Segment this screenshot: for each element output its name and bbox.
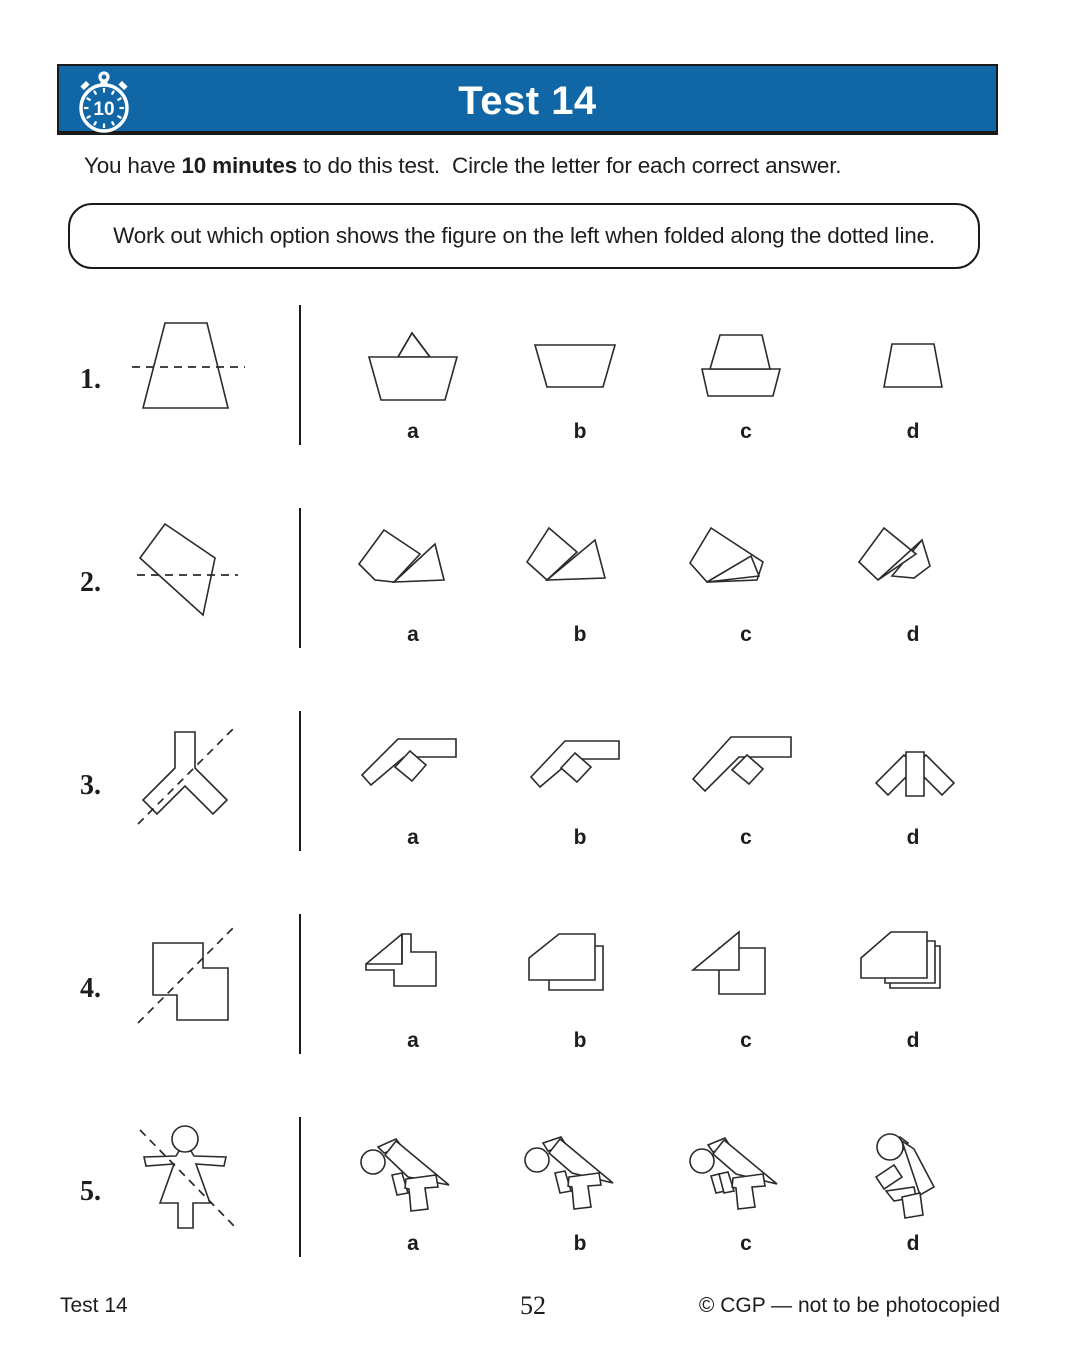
q4-option-a-shape <box>348 924 478 1019</box>
intro-sentence <box>84 153 841 179</box>
intro-time-limit: 10 minutes <box>181 153 298 178</box>
question-row-3 <box>0 706 1066 866</box>
question-1-divider <box>299 305 301 445</box>
question-5-number: 5. <box>80 1176 101 1207</box>
q1-option-c-shape <box>681 315 811 410</box>
q1-option-a[interactable] <box>348 300 478 450</box>
question-3-number: 3. <box>80 770 101 801</box>
q5-option-c[interactable] <box>681 1112 811 1262</box>
q2-option-c-shape <box>681 518 811 613</box>
q3-option-a-shape <box>348 721 478 816</box>
q3-option-d-label: d <box>906 826 920 849</box>
q5-option-c-shape <box>681 1127 811 1222</box>
q5-option-d-shape <box>848 1127 978 1222</box>
q2-option-b-label: b <box>573 623 587 646</box>
page-title: Test 14 <box>458 79 597 123</box>
q1-option-b[interactable] <box>515 300 645 450</box>
q3-option-c-shape <box>681 721 811 816</box>
q2-option-d-label: d <box>906 623 920 646</box>
fold-line <box>138 729 233 824</box>
q5-option-c-label: c <box>740 1232 752 1255</box>
q2-option-c[interactable] <box>681 503 811 653</box>
q4-option-a-label: a <box>407 1029 419 1052</box>
q4-option-b-label: b <box>573 1029 587 1052</box>
header-bar <box>57 64 998 135</box>
question-row-2 <box>0 503 1066 663</box>
q2-option-d-shape <box>848 518 978 613</box>
footer-page-number: 52 <box>520 1291 546 1320</box>
q1-option-a-label: a <box>407 420 419 443</box>
q4-option-d[interactable] <box>848 909 978 1059</box>
question-2-figure <box>110 503 310 648</box>
q3-option-c[interactable] <box>681 706 811 856</box>
q4-option-d-shape <box>848 924 978 1019</box>
q2-option-b[interactable] <box>515 503 645 653</box>
q4-option-a[interactable] <box>348 909 478 1059</box>
q1-option-b-shape <box>515 315 645 410</box>
q1-option-d-label: d <box>906 420 920 443</box>
q2-option-c-label: c <box>740 623 752 646</box>
question-3-divider <box>299 711 301 851</box>
q2-option-d[interactable] <box>848 503 978 653</box>
q5-option-d-label: d <box>906 1232 920 1255</box>
q4-option-c-label: c <box>740 1029 752 1052</box>
q4-option-c-shape <box>681 924 811 1019</box>
instruction-box <box>68 203 980 269</box>
q1-option-d-shape <box>848 315 978 410</box>
question-4-figure <box>110 909 310 1054</box>
q3-option-a[interactable] <box>348 706 478 856</box>
q5-option-b[interactable] <box>515 1112 645 1262</box>
question-5-figure <box>110 1112 310 1257</box>
q3-option-d-shape <box>848 721 978 816</box>
q5-option-d[interactable] <box>848 1112 978 1262</box>
intro-prefix: You have <box>84 153 182 178</box>
q5-option-b-label: b <box>573 1232 587 1255</box>
q3-option-b-label: b <box>573 826 587 849</box>
q2-option-a-label: a <box>407 623 419 646</box>
q3-option-d[interactable] <box>848 706 978 856</box>
question-4-divider <box>299 914 301 1054</box>
q2-option-a[interactable] <box>348 503 478 653</box>
q1-option-b-label: b <box>573 420 587 443</box>
q2-option-b-shape <box>515 518 645 613</box>
q4-option-b[interactable] <box>515 909 645 1059</box>
q5-option-a[interactable] <box>348 1112 478 1262</box>
q1-option-c-label: c <box>740 420 752 443</box>
question-row-4 <box>0 909 1066 1069</box>
intro-suffix: to do this test. Circle the letter for each correct answer. <box>297 153 842 178</box>
q4-option-d-label: d <box>906 1029 920 1052</box>
q1-option-a-shape <box>348 315 478 410</box>
question-1-figure <box>110 300 310 445</box>
question-1-number: 1. <box>80 364 101 395</box>
q4-option-b-shape <box>515 924 645 1019</box>
q3-option-b-shape <box>515 721 645 816</box>
question-row-5 <box>0 1112 1066 1272</box>
q3-option-a-label: a <box>407 826 419 849</box>
q1-option-d[interactable] <box>848 300 978 450</box>
q2-option-a-shape <box>348 518 478 613</box>
q3-option-b[interactable] <box>515 706 645 856</box>
timer-minutes-value: 10 <box>93 99 115 120</box>
q5-option-a-shape <box>348 1127 478 1222</box>
question-2-number: 2. <box>80 567 101 598</box>
q3-option-c-label: c <box>740 826 752 849</box>
question-5-divider <box>299 1117 301 1257</box>
q1-option-c[interactable] <box>681 300 811 450</box>
q5-option-a-label: a <box>407 1232 419 1255</box>
question-4-number: 4. <box>80 973 101 1004</box>
question-3-figure <box>110 706 310 851</box>
footer-test-name: Test 14 <box>60 1294 128 1317</box>
question-2-divider <box>299 508 301 648</box>
question-row-1 <box>0 300 1066 460</box>
q5-option-b-shape <box>515 1127 645 1222</box>
footer-copyright: © CGP — not to be photocopied <box>698 1294 1000 1317</box>
q4-option-c[interactable] <box>681 909 811 1059</box>
instruction-text: Work out which option shows the figure on the left when folded along the dotted line. <box>113 223 935 248</box>
